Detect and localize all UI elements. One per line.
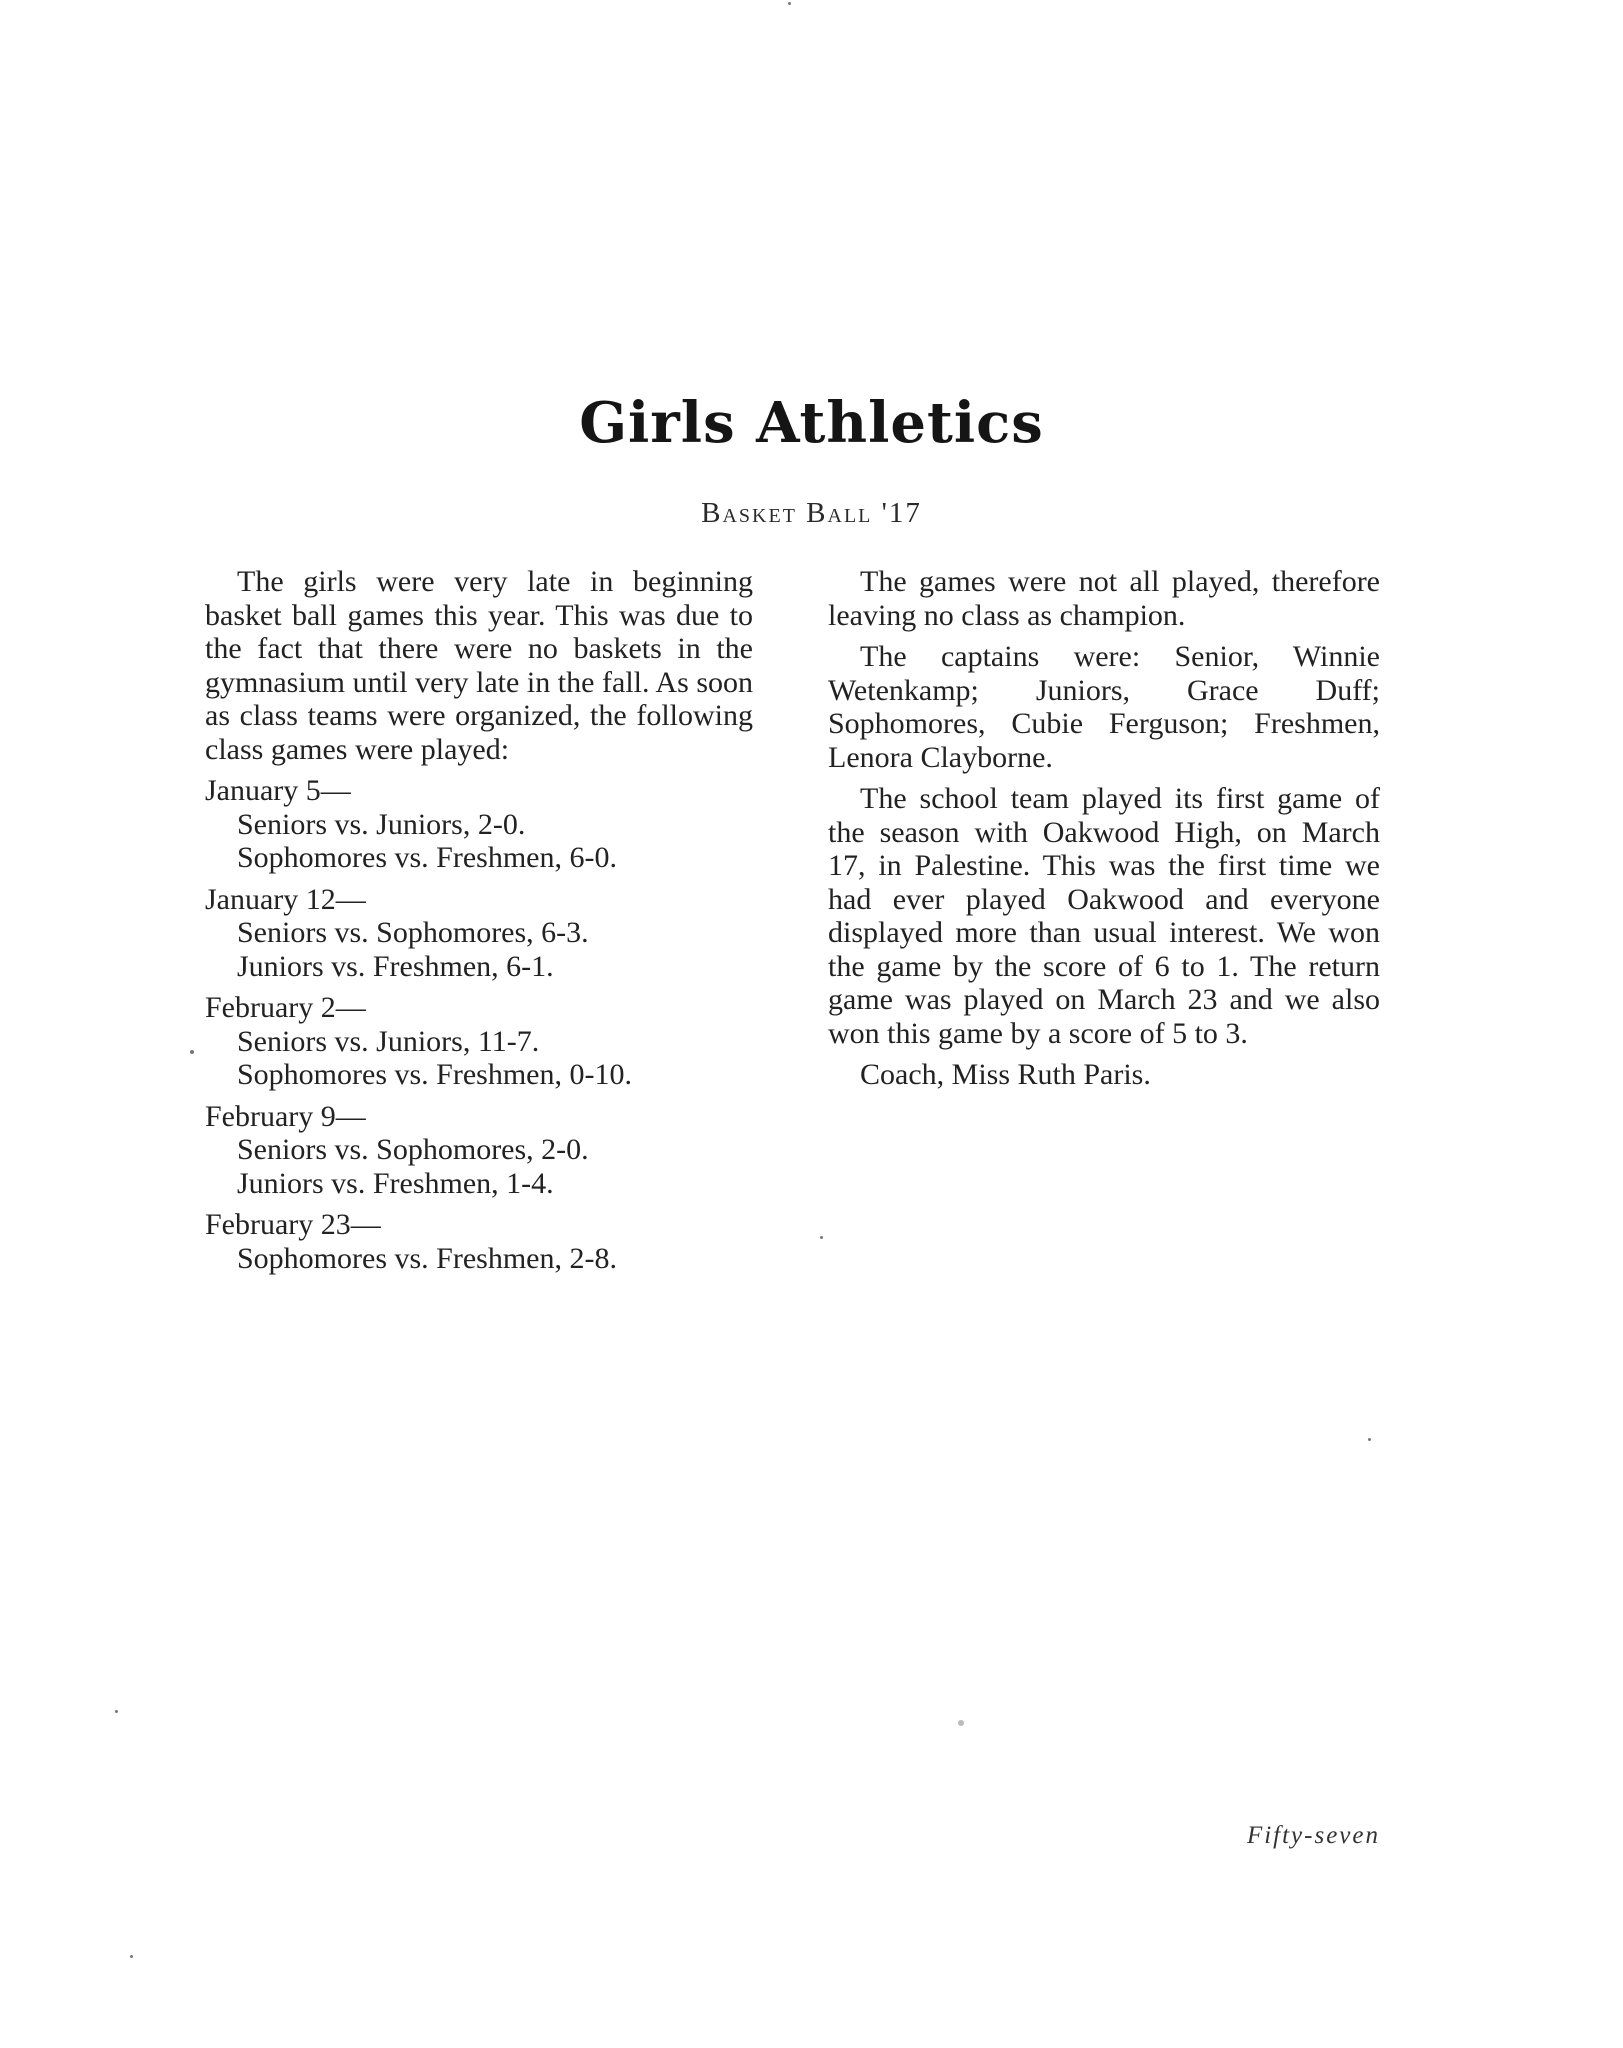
game-date: January 5—	[205, 774, 351, 807]
game-date: February 23—	[205, 1208, 381, 1241]
game-result: Juniors vs. Freshmen, 6-1.	[237, 949, 554, 983]
scan-speck	[1368, 1438, 1371, 1441]
game-day	[205, 991, 753, 1092]
game-result: Sophomores vs. Freshmen, 0-10.	[237, 1058, 632, 1091]
game-result: Seniors vs. Juniors, 11-7.	[237, 1024, 540, 1058]
season-outcome-paragraph: The games were not all played, therefore leaving no class as champion.	[828, 565, 1380, 632]
section-subtitle: Basket Ball '17	[701, 497, 922, 529]
scan-speck	[190, 1050, 194, 1054]
game-schedule	[205, 774, 753, 1275]
game-result: Seniors vs. Sophomores, 6-3.	[237, 916, 589, 949]
game-day	[205, 1208, 753, 1275]
game-day	[205, 1100, 753, 1201]
scan-speck	[115, 1710, 118, 1713]
captains-paragraph: The captains were: Senior, Winnie Wetenkamp; Juniors, Grace Duff; Sophomores, Cubie Ferguson; Freshmen, Lenora Clayborne.	[828, 640, 1380, 774]
game-result: Sophomores vs. Freshmen, 6-0.	[237, 841, 617, 874]
intro-paragraph: The girls were very late in beginning basket ball games this year. This was due to the fact that there were no baskets in the gymnasium until very late in the fall. As soon as class teams were organized, the following class games were played:	[205, 565, 753, 766]
scan-speck	[820, 1236, 823, 1239]
game-result: Seniors vs. Sophomores, 2-0.	[237, 1133, 589, 1166]
game-day	[205, 883, 753, 984]
scan-speck	[130, 1955, 133, 1958]
game-date: February 2—	[205, 991, 366, 1024]
school-team-paragraph: The school team played its first game of the season with Oakwood High, on March 17, in Palestine. This was the first time we had ever played Oakwood and everyone displayed more than usual interest. We won the game by the score of 6 to 1. The return game was played on March 23 and we also won this game by a score of 5 to 3.	[828, 782, 1380, 1050]
page-number: Fifty-seven	[1246, 1822, 1380, 1849]
page-title: Girls Athletics	[579, 390, 1044, 456]
scan-speck	[788, 2, 791, 5]
game-date: February 9—	[205, 1099, 366, 1133]
game-date: January 12—	[205, 882, 366, 916]
game-result: Seniors vs. Juniors, 2-0.	[237, 807, 526, 841]
game-day	[205, 774, 753, 875]
coach-line: Coach, Miss Ruth Paris.	[860, 1058, 1151, 1091]
scan-speck	[958, 1720, 964, 1726]
game-result: Sophomores vs. Freshmen, 2-8.	[237, 1241, 617, 1275]
left-column	[205, 565, 753, 1283]
right-column	[828, 565, 1380, 1100]
game-result: Juniors vs. Freshmen, 1-4.	[237, 1166, 554, 1200]
